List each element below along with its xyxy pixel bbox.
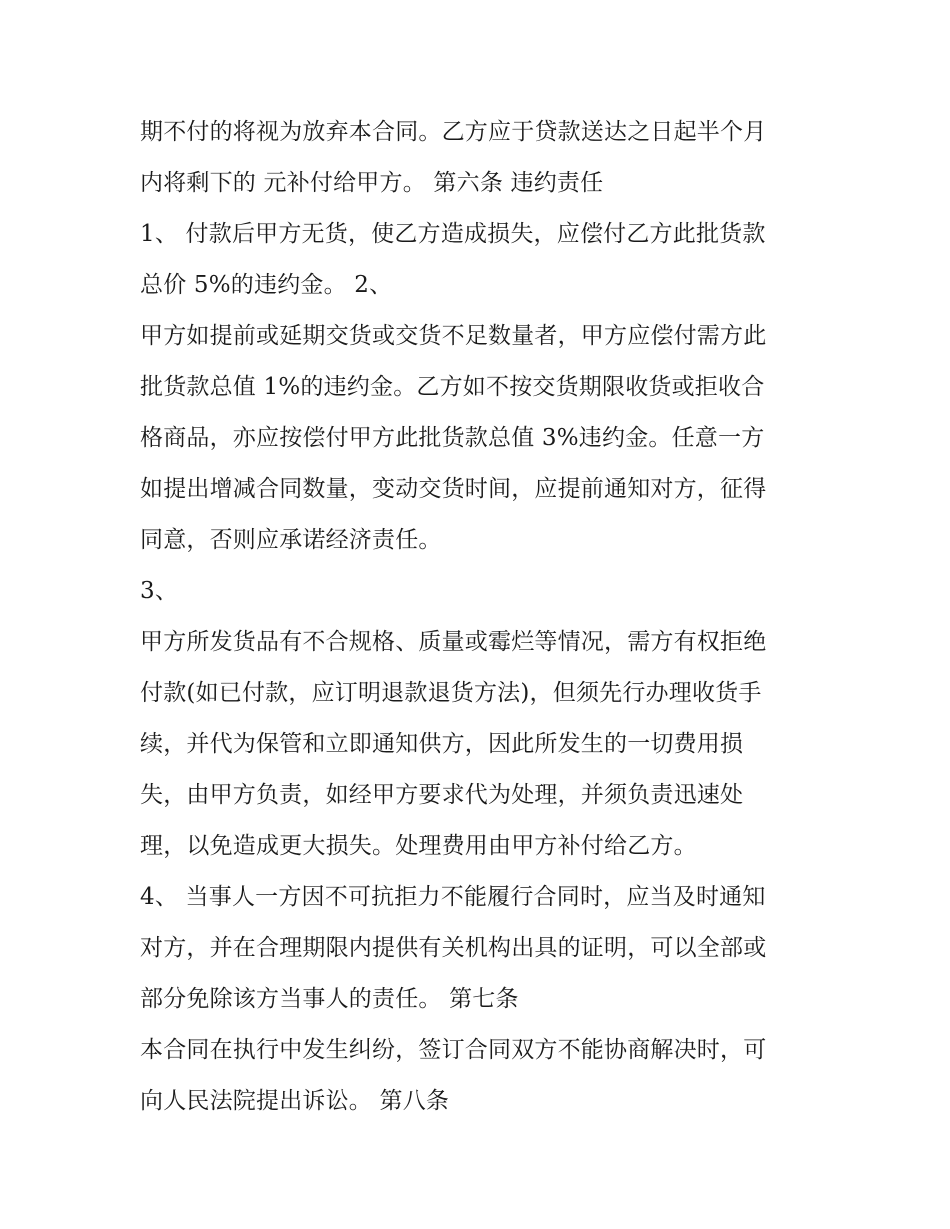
- text-line: 甲方如提前或延期交货或交货不足数量者，甲方应偿付需方此: [140, 323, 767, 349]
- text-line: 1、 付款后甲方无货，使乙方造成损失，应偿付乙方此批货款: [140, 221, 766, 247]
- text-line: 对方，并在合理期限内提供有关机构出具的证明，可以全部或: [140, 935, 767, 961]
- text-line: 内将剩下的 元补付给甲方。 第六条 违约责任: [140, 170, 604, 196]
- text-line: 如提出增减合同数量，变动交货时间，应提前通知对方，征得: [140, 476, 767, 502]
- text-line: 理，以免造成更大损失。处理费用由甲方补付给乙方。: [140, 833, 697, 859]
- text-line: 3、: [140, 578, 179, 604]
- text-line: 同意，否则应承诺经济责任。: [140, 527, 442, 553]
- text-line: 本合同在执行中发生纠纷，签订合同双方不能协商解决时，可: [140, 1037, 767, 1063]
- text-line: 格商品，亦应按偿付甲方此批货款总值 3%违约金。任意一方: [140, 425, 765, 451]
- text-line: 总价 5%的违约金。 2、: [140, 272, 393, 298]
- text-line: 4、 当事人一方因不可抗拒力不能履行合同时，应当及时通知: [140, 884, 766, 910]
- text-line: 部分免除该方当事人的责任。 第七条: [140, 986, 519, 1012]
- text-line: 失，由甲方负责，如经甲方要求代为处理，并须负责迅速处: [140, 782, 744, 808]
- document-body: [140, 107, 820, 1127]
- text-line: 续，并代为保管和立即通知供方，因此所发生的一切费用损: [140, 731, 744, 757]
- text-line: 甲方所发货品有不合规格、质量或霉烂等情况，需方有权拒绝: [140, 629, 767, 655]
- text-line: 期不付的将视为放弃本合同。乙方应于贷款送达之日起半个月: [140, 119, 767, 145]
- text-line: 付款(如已付款，应订明退款退货方法)，但须先行办理收货手: [140, 680, 762, 706]
- text-line: 批货款总值 1%的违约金。乙方如不按交货期限收货或拒收合: [140, 374, 765, 400]
- text-line: 向人民法院提出诉讼。 第八条: [140, 1088, 450, 1114]
